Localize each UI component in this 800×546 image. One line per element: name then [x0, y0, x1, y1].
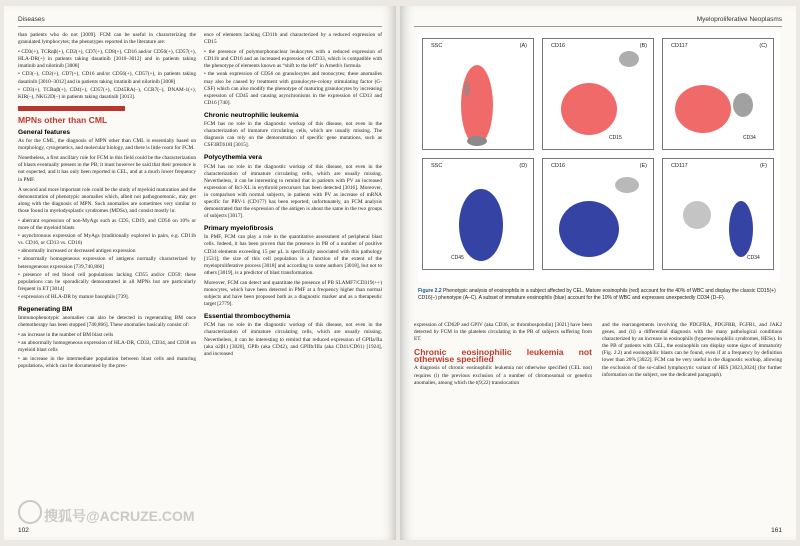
- panel-axis-label: CD16: [551, 43, 566, 49]
- subsection-heading: Primary myelofibrosis: [204, 225, 274, 233]
- paragraph: expression of CD62P and GPIV (aka CD36, or thrombospondin) [3021] have been detected by FCM in the platelets circulating in the PB of subjects suffering from ET.: [414, 322, 592, 343]
- scatter-panel-a: [422, 38, 534, 150]
- section-heading: Chronic eosinophilic leukemia not otherwise specified: [414, 347, 592, 365]
- panel-axis-label: SSC: [431, 163, 443, 169]
- panel-letter: (C): [759, 43, 767, 49]
- paragraph: FCM has no role in the diagnostic workup of this disease, not even in the characterization of immature circulating cells, which are usually missing. Nevertheless, it can be interesting to remind that reduced expression of GPIIa/IIa (aka α2β1) [3020], GPIb (aka CD42), and GPIIb/IIIa (aka CD41/CD61) [1924], and increased: [204, 322, 382, 357]
- bullet-item: • an increase in the number of BM blast cells: [18, 332, 114, 339]
- panel-letter: (B): [639, 43, 647, 49]
- header-rule: [414, 26, 782, 27]
- right-column-1: [414, 322, 592, 390]
- panel-letter: (D): [519, 163, 527, 169]
- paragraph: Immunophenotypic anomalies can also be detected in regenerating BM once chemotherapy has been stopped [740,866]. These anomalies basically consist of:: [18, 315, 196, 329]
- paragraph: As for the CML, the diagnosis of MPN other than CML is essentially based on morphology, cytogenetics, and molecular biology, and there is little room for FCM.: [18, 138, 196, 152]
- running-head-right: Myeloproliferative Neoplasms: [696, 16, 782, 23]
- gate-label: CD45: [451, 255, 464, 261]
- caption-text: Phenotypic analysis of eosinophils in a subject affected by CEL. Mature eosinophils (red) account for the 40% of WBC and display the classic CD15(+) CD16(–) phenotype (A–C). A subset of immature eosinophils (blue) account for the 10% of WBC and expresses unexpectedly CD34 (D–F).: [418, 288, 776, 301]
- bullet-item: • CD3(+), TCRαβ(+), CD2(+), CD7(+), CD8(+), CD16 and/or CD56(+), CD57(+), HLA-DR(+) in patients taking dasatinib [3010–3012] and in patients taking imatinib and nilotinib [3008]: [18, 49, 196, 70]
- paragraph: In PMF, FCM can play a role in the quantitative assessment of peripheral blast cells. Indeed, it has been proven that the presence in PB of a number of positive CD34 elements exceeding 15 per μL is specifically associated with this pathology [1531]; the size of this cell population is a function of the extent of the myeloproliferative process [3018] and according to some authors [3018], but not to others [3019], is a predictor of blast transformation.: [204, 234, 382, 276]
- subsection-heading: Chronic neutrophilic leukemia: [204, 111, 299, 119]
- bullet-item: • the presence of polymorphonuclear leukocytes with a reduced expression of CD11b and CD16 and an increased expression of CD33, which is compatible with the phenotype of elements known as “shift to the left” in Arneth's formula: [204, 49, 382, 70]
- bullet-item: • CD3(+), TCRαβ(+), CD4(+), CD57(+), CD45RA(–), CCR7(–), DNAM-1(+), KIR(–), NKG2D(–) in patients taking dasatinib [3013].: [18, 86, 196, 100]
- bullet-item: • an increase in the intermediate population between blast cells and maturing populations, which can be documented by the pres-: [18, 355, 196, 369]
- bullet-item: • presence of red blood cell populations lacking CD55 and/or CD59: these populations can be sporadically demonstrated in all MPNs but are particularly frequent in ET [3014]: [18, 271, 196, 292]
- panel-letter: (E): [639, 163, 647, 169]
- paragraph: A diagnosis of chronic eosinophilic leukemia not otherwise specified (CEL nos) requires (i) the previous exclusion of a number of chromosomal or genetics anomalies, among which the t(9;22) translocation: [414, 365, 592, 386]
- figure-caption: [418, 288, 780, 301]
- scatter-panel-d: [422, 158, 534, 270]
- header-rule: [18, 26, 382, 27]
- watermark-icon: [18, 500, 42, 524]
- section-heading: MPNs other than CML: [18, 114, 108, 125]
- left-column-1: [18, 32, 196, 371]
- scatter-panel-e: [542, 158, 654, 270]
- subsection-heading: Essential thrombocythemia: [204, 313, 291, 321]
- scatter-panel-f: [662, 158, 774, 270]
- right-column-2: [602, 322, 782, 382]
- scatter-panel-b: [542, 38, 654, 150]
- bullet-item: • asynchronous expression of MyAgs (traditionally explored in pairs, e.g. CD11b vs. CD16, or CD13 vs. CD16): [18, 233, 196, 247]
- left-page: [4, 6, 396, 540]
- gate-label: CD15: [609, 135, 622, 141]
- paragraph: FCM has no role in the diagnostic workup of this disease, not even in the characterization of immature circulating cells, which are usually missing. The diagnosis can rely on the demonstration of specific gene mutations, such as CSF3RT618I [3015].: [204, 121, 382, 149]
- bullet-item: • abnormally increased or decreased antigen expression: [18, 248, 136, 255]
- gate-label: CD34: [747, 255, 760, 261]
- page-number-right: 161: [771, 527, 782, 534]
- caption-label: Figure 2.2: [418, 288, 442, 294]
- page-number-left: 102: [18, 527, 29, 534]
- bullet-item: • expression of HLA-DR by mature basophils [739].: [18, 293, 130, 300]
- paragraph: Nonetheless, a first ancillary role for FCM in this field could be the characterization of blasts eventually present in the PB; it must however be said that their presence is not expected, and it has only been reported in CEL, and at a much lower frequency in PMF.: [18, 155, 196, 183]
- right-page: [400, 6, 796, 540]
- left-column-2: [204, 32, 382, 361]
- panel-axis-label: SSC: [431, 43, 443, 49]
- subsection-heading: General features: [18, 128, 71, 136]
- bullet-item: • aberrant expression of non-MyAgs such as CD5, CD19, and CD56 on 10% or more of the myeloid blasts: [18, 217, 196, 232]
- bullet-item: • an abnormally homogeneous expression of HLA-DR, CD33, CD34, and CD38 on myeloid blast cells: [18, 340, 196, 354]
- paragraph: A second and more important role could be the study of myeloid maturation and the demonstration of phenotypic anomalies which, albeit not pathognomonic, may get along with the diagnosis of MPN. Such anomalies are sometimes very similar to those found in myelodysplastic syndromes (MDSs), and consist mostly in:: [18, 186, 196, 214]
- paragraph: than patients who do not [3009]. FCM can be useful in characterizing the granulated lymphocytes; the phenotypes reported in the literature are:: [18, 32, 196, 46]
- gate-label: CD34: [743, 135, 756, 141]
- paragraph: ence of elements lacking CD11b and characterized by a reduced expression of CD15: [204, 32, 382, 46]
- watermark: 搜狐号@ACRUZE.COM: [44, 508, 195, 524]
- scatter-panel-c: [662, 38, 774, 150]
- panel-axis-label: CD117: [671, 163, 688, 169]
- bullet-item: • CD3(–), CD2(+), CD7(+), CD16 and/or CD56(+), CD57(+), in patients taking dasatinib [3010–3012] and in patients taking imatinib and nilotinib [3008]: [18, 71, 196, 85]
- panel-axis-label: CD117: [671, 43, 688, 49]
- bullet-item: • the weak expression of CD56 on granulocytes and monocytes; these anomalies may also be caused by treatment with granulocyte-colony stimulating factor (G-CSF) which can also modify the phenotype of maturing granulocytes by increasing expression of CD45 and causing asynchronisms in the expression of CD13 and CD16 [740].: [204, 71, 382, 106]
- flow-cytometry-figure: [418, 32, 780, 282]
- running-head-left: Diseases: [18, 16, 45, 23]
- paragraph: FCM has no role in the diagnostic workup of this disease, not even in the characterization of immature circulating cells, which are usually missing. Nevertheless, it can be interesting to remind that in patients with PV an increased expression of Bcl-XL in erythroid precursors has been detected [3016]. Moreover, in comparison with normal subjects, in patients with PV as increase of mRNA specific for PRV-1 (CD177) has been reported; unfortunately, an FCM analysis demonstrated that the expression of the antigen is about the same in the two groups of subjects [3017].: [204, 163, 382, 220]
- subsection-heading: Regenerating BM: [18, 306, 73, 313]
- section-bar: [18, 106, 125, 111]
- bullet-item: • abnormally homogeneous expression of antigens normally characterized by heterogeneous expression [739,740,866]: [18, 256, 196, 270]
- panel-axis-label: CD16: [551, 163, 566, 169]
- panel-letter: (F): [759, 163, 767, 169]
- subsection-heading: Polycythemia vera: [204, 154, 262, 162]
- paragraph: Moreover, FCM can detect and quantitate the presence of PB SLAMF7/CD319(++) monocytes, which have been detected in PMF at a frequency higher than normal subjects and have been proposed both as a diagnostic marker and as a therapeutic target [2779].: [204, 279, 382, 308]
- panel-letter: (A): [519, 43, 527, 49]
- paragraph: and the rearrangements involving the PDGFRA, PDGFRB, FGFR1, and JAK2 genes, and (ii) a differential diagnosis with the many pathological conditions characterized by an increase in eosinophils (hypereosinophilic syndromes, HESs). In the PB of patients with CEL, the eosinophils can display some signs of immaturity (Fig. 2.2) and eosinophilic blasts can be found, even if at a frequency by definition lower than 20% [3022]. FCM can be very useful in the diagnostic workup, allowing the exclusion of the so-called lymphocytic variant of HES [3023,3024] (for further information on the subject, see the dedicated paragraph).: [602, 322, 782, 378]
